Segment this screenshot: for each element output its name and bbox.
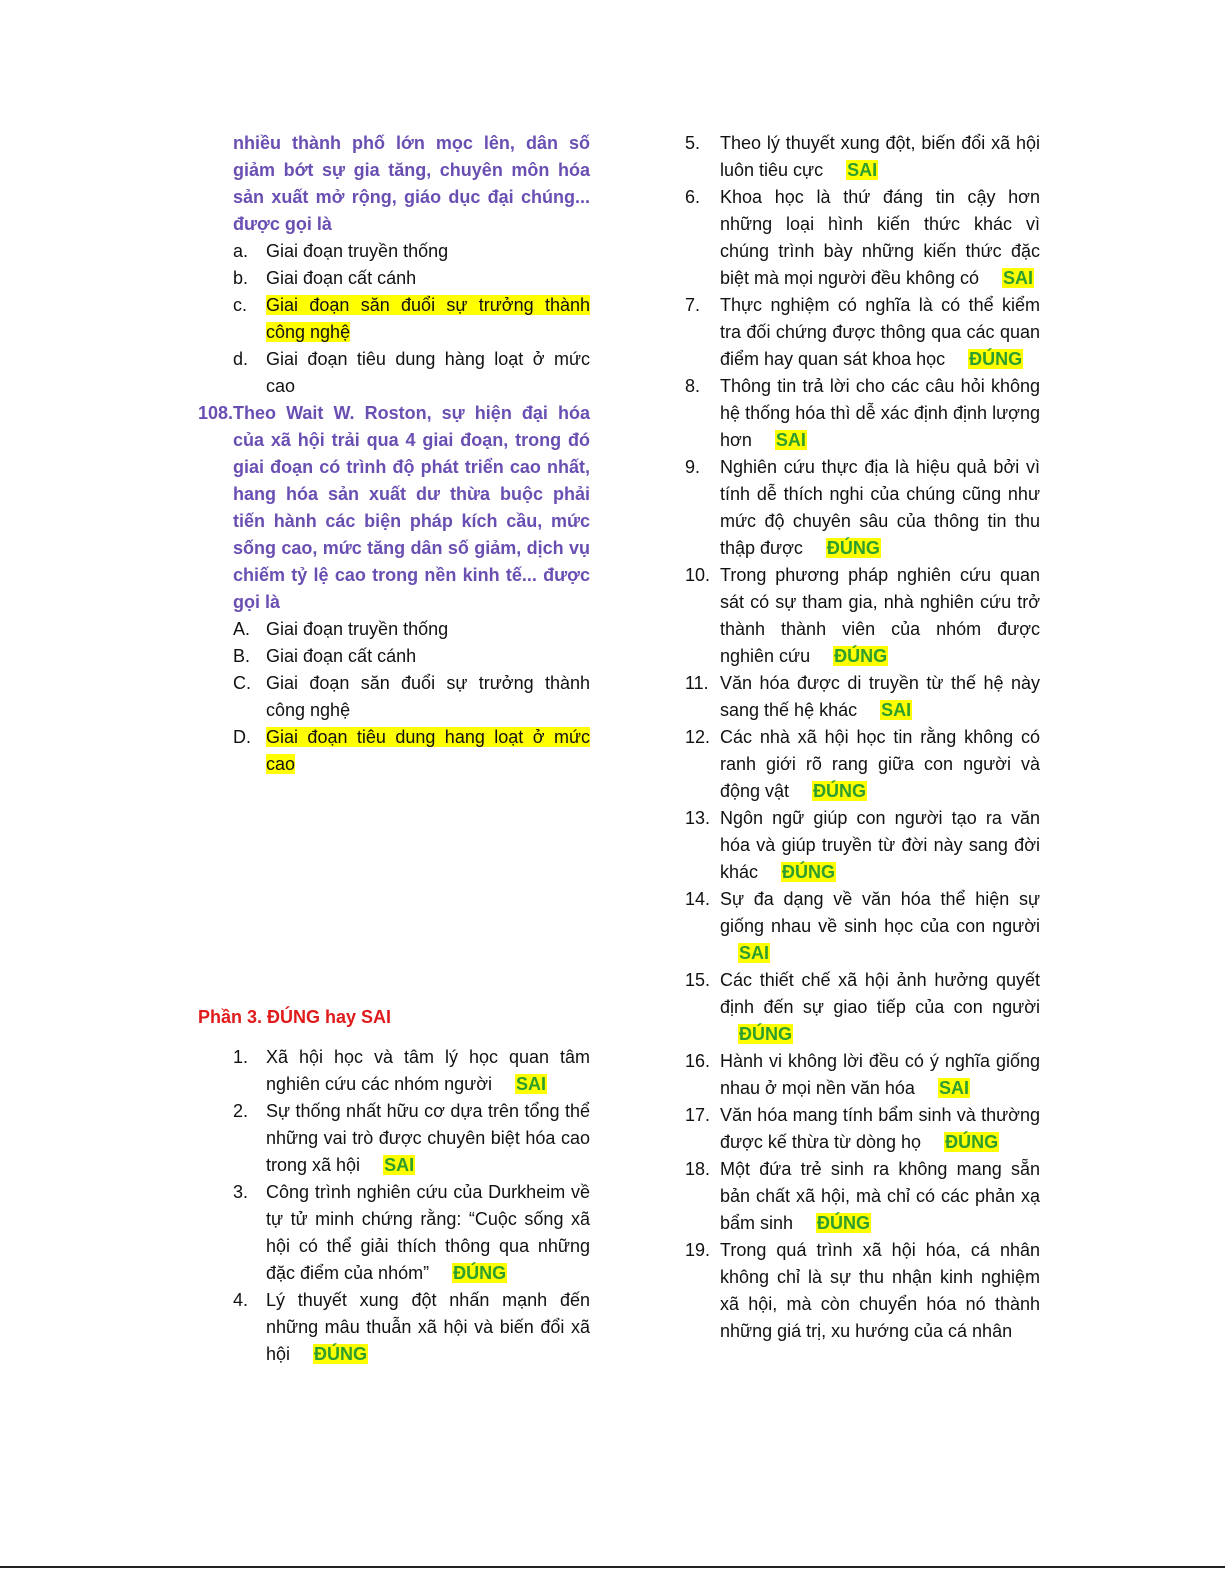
answer-badge: SAI — [384, 1155, 415, 1175]
answer-option — [233, 724, 590, 778]
item-statement — [720, 562, 1040, 670]
item-number: 6. — [685, 187, 701, 207]
true-false-item — [685, 1156, 1040, 1237]
item-statement — [720, 967, 1040, 1048]
item-statement — [720, 184, 1040, 292]
answer-badge: SAI — [775, 430, 806, 450]
true-false-list-right — [685, 130, 1040, 1345]
statement-text: Nghiên cứu thực địa là hiệu quả bởi vì tính dễ thích nghi của chúng cũng như mức độ chuyên sâu của thông tin thu thập được — [720, 457, 1040, 558]
statement-text: Sự đa dạng về văn hóa thể hiện sự giống nhau về sinh học của con người — [720, 889, 1040, 936]
statement-text: Khoa học là thứ đáng tin cậy hơn những loại hình kiến thức khác vì chúng trình bày những kiến thức đặc biệt mà mọi người đều không có — [720, 187, 1040, 288]
statement-text: Xã hội học và tâm lý học quan tâm nghiên cứu các nhóm người — [266, 1047, 590, 1094]
true-false-item — [685, 184, 1040, 292]
right-column — [685, 130, 1040, 1345]
option-letter: C. — [233, 673, 251, 693]
spacer — [198, 1031, 590, 1044]
item-number: 19. — [685, 1240, 711, 1260]
question-107-text: nhiều thành phố lớn mọc lên, dân số giảm bớt sự gia tăng, chuyên môn hóa sản xuất mở rộng, giáo dục đại chúng... được gọi là — [233, 133, 590, 234]
true-false-item — [685, 454, 1040, 562]
item-number: 1. — [233, 1047, 249, 1067]
answer-badge: SAI — [881, 700, 912, 720]
answer-badge: ĐÚNG — [945, 1132, 999, 1152]
left-column — [198, 130, 590, 1368]
item-number: 16. — [685, 1051, 711, 1071]
option-letter: B. — [233, 646, 251, 666]
page-bottom-border — [0, 1566, 1225, 1568]
item-number: 10. — [685, 565, 711, 585]
item-number: 9. — [685, 457, 701, 477]
answer-badge: ĐÚNG — [453, 1263, 507, 1283]
answer-badge: ĐÚNG — [813, 781, 867, 801]
true-false-item — [233, 1044, 590, 1098]
question-108-text: Theo Wait W. Roston, sự hiện đại hóa của xã hội trải qua 4 giai đoạn, trong đó giai đoạn có trình độ phát triển cao nhất, hang hóa sản xuất dư thừa buộc phải tiến hành các biện pháp kích cầu, mức sống cao, mức tăng dân số giảm, dịch vụ chiếm tỷ lệ cao trong nền kinh tế... được gọi là — [233, 403, 590, 612]
true-false-item — [233, 1287, 590, 1368]
statement-text: Một đứa trẻ sinh ra không mang sẵn bản chất xã hội, mà chỉ có các phản xạ bẩm sinh — [720, 1159, 1040, 1233]
question-107 — [198, 130, 590, 400]
item-number: 17. — [685, 1105, 711, 1125]
answer-badge: SAI — [847, 160, 878, 180]
answer-badge: ĐÚNG — [826, 538, 880, 558]
option-text: Giai đoạn truyền thống — [266, 241, 449, 261]
item-statement — [720, 1156, 1040, 1237]
answer-option — [233, 292, 590, 346]
item-statement — [720, 454, 1040, 562]
item-number: 15. — [685, 970, 711, 990]
true-false-item — [685, 292, 1040, 373]
statement-text: Trong phương pháp nghiên cứu quan sát có sự tham gia, nhà nghiên cứu trở thành thành viên của nhóm được nghiên cứu — [720, 565, 1040, 666]
true-false-item — [685, 670, 1040, 724]
item-statement — [266, 1044, 590, 1098]
item-statement — [720, 373, 1040, 454]
option-text: Giai đoạn cất cánh — [266, 646, 417, 666]
option-text: Giai đoạn tiêu dung hang loạt ở mức cao — [266, 727, 590, 774]
section-title: Phần 3. ĐÚNG hay SAI — [198, 1007, 392, 1027]
option-text: Giai đoạn truyền thống — [266, 619, 449, 639]
answer-badge: ĐÚNG — [782, 862, 836, 882]
option-letter: a. — [233, 241, 249, 261]
statement-text: Thực nghiệm có nghĩa là có thể kiểm tra đối chứng được thông qua các quan điểm hay quan sát khoa học — [720, 295, 1040, 369]
answer-badge: ĐÚNG — [834, 646, 888, 666]
true-false-item — [685, 373, 1040, 454]
statement-text: Thông tin trả lời cho các câu hỏi không hệ thống hóa thì dễ xác định định lượng hơn — [720, 376, 1040, 450]
true-false-item — [685, 805, 1040, 886]
statement-text: Các thiết chế xã hội ảnh hưởng quyết định đến sự giao tiếp của con người — [720, 970, 1040, 1017]
item-statement — [720, 724, 1040, 805]
answer-option — [233, 265, 590, 292]
item-number: 2. — [233, 1101, 249, 1121]
true-false-item — [685, 1048, 1040, 1102]
answer-badge: ĐÚNG — [969, 349, 1023, 369]
item-number: 3. — [233, 1182, 249, 1202]
item-statement — [266, 1098, 590, 1179]
option-letter: c. — [233, 295, 248, 315]
statement-text: Văn hóa mang tính bẩm sinh và thường được kế thừa từ dòng họ — [720, 1105, 1040, 1152]
spacer — [198, 778, 590, 1004]
item-number: 8. — [685, 376, 701, 396]
option-letter: d. — [233, 349, 249, 369]
true-false-item — [685, 967, 1040, 1048]
answer-badge: ĐÚNG — [739, 1024, 792, 1044]
statement-text: Văn hóa được di truyền từ thế hệ này sang thế hệ khác — [720, 673, 1040, 720]
item-number: 12. — [685, 727, 711, 747]
statement-text: Lý thuyết xung đột nhấn mạnh đến những mâu thuẫn xã hội và biến đổi xã hội — [266, 1290, 590, 1364]
option-text: Giai đoạn săn đuổi sự trưởng thành công nghệ — [266, 673, 590, 720]
item-statement — [720, 670, 1040, 724]
item-number: 18. — [685, 1159, 711, 1179]
answer-option — [233, 238, 590, 265]
option-letter: A. — [233, 619, 251, 639]
option-text: Giai đoạn cất cánh — [266, 268, 417, 288]
item-number: 7. — [685, 295, 701, 315]
question-108-number: 108. — [198, 403, 234, 423]
true-false-item — [233, 1098, 590, 1179]
item-statement — [266, 1287, 590, 1368]
statement-text: Trong quá trình xã hội hóa, cá nhân không chỉ là sự thu nhận kinh nghiệm xã hội, mà còn chuyển hóa nó thành những giá trị, xu hướng của cá nhân — [720, 1240, 1040, 1341]
question-107-options — [233, 238, 590, 400]
question-108 — [198, 400, 590, 778]
item-number: 4. — [233, 1290, 249, 1310]
option-text: Giai đoạn tiêu dung hàng loạt ở mức cao — [266, 349, 590, 396]
question-108-options — [233, 616, 590, 778]
true-false-item — [685, 724, 1040, 805]
answer-option — [233, 346, 590, 400]
item-statement — [720, 1102, 1040, 1156]
item-statement — [720, 886, 1040, 967]
answer-badge: ĐÚNG — [314, 1344, 368, 1364]
item-number: 5. — [685, 133, 701, 153]
statement-text: Các nhà xã hội học tin rằng không có ranh giới rõ rang giữa con người và động vật — [720, 727, 1040, 801]
statement-text: Theo lý thuyết xung đột, biến đổi xã hội luôn tiêu cực — [720, 133, 1040, 180]
option-letter: D. — [233, 727, 251, 747]
answer-option — [233, 670, 590, 724]
item-statement — [266, 1179, 590, 1287]
answer-badge: SAI — [938, 1078, 969, 1098]
item-statement — [720, 292, 1040, 373]
statement-text: Hành vi không lời đều có ý nghĩa giống nhau ở mọi nền văn hóa — [720, 1051, 1040, 1098]
item-statement — [720, 1048, 1040, 1102]
option-text: Giai đoạn săn đuổi sự trưởng thành công nghệ — [266, 295, 590, 342]
item-statement — [720, 130, 1040, 184]
item-statement — [720, 1237, 1040, 1345]
true-false-list-left — [233, 1044, 590, 1368]
statement-text: Sự thống nhất hữu cơ dựa trên tổng thể những vai trò được chuyên biệt hóa cao trong xã hội — [266, 1101, 590, 1175]
statement-text: Công trình nghiên cứu của Durkheim về tự tử minh chứng rằng: “Cuộc sống xã hội có thể giải thích thông qua những đặc điểm của nhóm” — [266, 1182, 590, 1283]
true-false-item — [233, 1179, 590, 1287]
option-letter: b. — [233, 268, 249, 288]
true-false-item — [685, 1237, 1040, 1345]
item-number: 11. — [685, 673, 709, 693]
true-false-item — [685, 886, 1040, 967]
true-false-item — [685, 1102, 1040, 1156]
item-number: 13. — [685, 808, 711, 828]
answer-option — [233, 643, 590, 670]
item-number: 14. — [685, 889, 711, 909]
answer-badge: SAI — [739, 943, 770, 963]
statement-text: Ngôn ngữ giúp con người tạo ra văn hóa và giúp truyền từ đời này sang đời khác — [720, 808, 1040, 882]
true-false-item — [685, 130, 1040, 184]
answer-badge: SAI — [1003, 268, 1034, 288]
answer-option — [233, 616, 590, 643]
item-statement — [720, 805, 1040, 886]
answer-badge: SAI — [516, 1074, 547, 1094]
answer-badge: ĐÚNG — [817, 1213, 871, 1233]
true-false-item — [685, 562, 1040, 670]
